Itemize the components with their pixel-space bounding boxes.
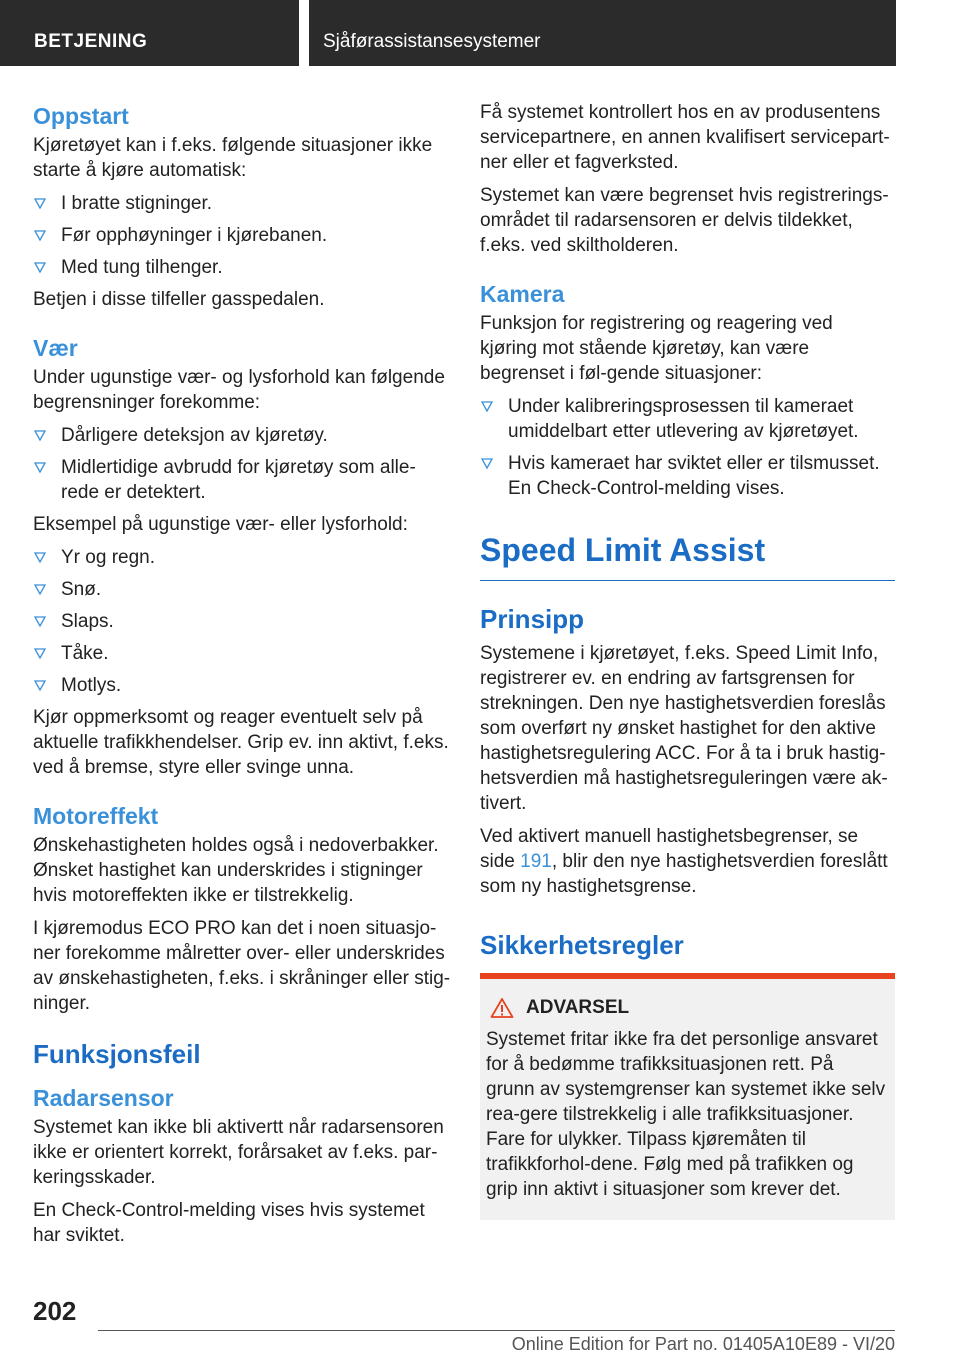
- kamera-list: [480, 394, 895, 501]
- section-label: BETJENING: [0, 0, 299, 66]
- radar-paragraph-3: Få systemet kontrollert hos en av produsentens servicepartnere, en annen kvalifisert servicepart-ner eller et fagverksted.: [480, 102, 890, 173]
- page-header: [0, 0, 960, 66]
- heading-radarsensor: Radarsensor: [33, 1085, 174, 1111]
- chapter-title: Speed Limit Assist: [480, 528, 895, 581]
- kamera-intro: Funksjon for registrering og reagering ved kjøring mot stående kjøretøy, kan være begrenset i føl-gende situasjoner:: [480, 313, 833, 384]
- triangle-bullet-icon: [33, 460, 47, 474]
- triangle-bullet-icon: [33, 614, 47, 628]
- radar-paragraph-1: Systemet kan ikke bli aktivertt når radarsensoren ikke er orientert korrekt, forårsaket av f.eks. par-keringsskader.: [33, 1117, 444, 1188]
- vaer-example: Eksempel på ugunstige vær- eller lysforhold:: [33, 514, 408, 535]
- vaer-list: [33, 423, 451, 505]
- heading-funksjonsfeil: Funksjonsfeil: [33, 1039, 201, 1069]
- page-reference-link[interactable]: 191: [520, 851, 552, 872]
- triangle-bullet-icon: [33, 646, 47, 660]
- triangle-bullet-icon: [480, 399, 494, 413]
- triangle-bullet-icon: [33, 260, 47, 274]
- vaer-outro: Kjør oppmerksomt og reager eventuelt selv på aktuelle trafikkhendelser. Grip ev. inn aktivt, f.eks. ved å bremse, styre eller svinge unna.: [33, 707, 449, 778]
- right-column: [480, 100, 895, 1220]
- oppstart-intro: Kjøretøyet kan i f.eks. følgende situasjoner ikke starte å kjøre automatisk:: [33, 135, 433, 181]
- list-item: Snø.: [33, 577, 451, 602]
- chapter-label: Sjåførassistansesystemer: [309, 0, 896, 66]
- triangle-bullet-icon: [33, 678, 47, 692]
- heading-oppstart: Oppstart: [33, 103, 129, 129]
- list-item: Yr og regn.: [33, 545, 451, 570]
- prinsipp-paragraph-1: Systemene i kjøretøyet, f.eks. Speed Limit Info, registrerer ev. en endring av fartsgrensen for strekningen. Den nye hastighetsverdien foreslås som overført ny ønsket hastighet for den aktive hastighetsregulering ACC. For å ta i bruk hastig-hetsverdien må hastighetsreguleringen være ak-tivert.: [480, 643, 888, 814]
- heading-vaer: Vær: [33, 335, 78, 361]
- radar-paragraph-4: Systemet kan være begrenset hvis registrerings-området til radarsensoren er delvis tildekket, f.eks. ved skiltholderen.: [480, 185, 889, 256]
- heading-kamera: Kamera: [480, 281, 565, 307]
- oppstart-list: [33, 191, 451, 280]
- list-item: Midlertidige avbrudd for kjøretøy som alle-rede er detektert.: [33, 455, 451, 505]
- warning-box: [480, 973, 895, 1220]
- triangle-bullet-icon: [33, 428, 47, 442]
- list-item: Tåke.: [33, 641, 451, 666]
- heading-sikkerhetsregler: Sikkerhetsregler: [480, 930, 684, 960]
- triangle-bullet-icon: [33, 228, 47, 242]
- edition-text: Online Edition for Part no. 01405A10E89 - VI/20: [511, 1334, 895, 1354]
- triangle-bullet-icon: [33, 196, 47, 210]
- vaer-example-list: [33, 545, 451, 698]
- heading-motoreffekt: Motoreffekt: [33, 803, 159, 829]
- triangle-bullet-icon: [33, 550, 47, 564]
- left-column: [33, 100, 451, 1256]
- list-item: Under kalibreringsprosessen til kameraet umiddelbart etter utlevering av kjøretøyet.: [480, 394, 895, 444]
- list-item: I bratte stigninger.: [33, 191, 451, 216]
- list-item: Motlys.: [33, 673, 451, 698]
- warning-title: ADVARSEL: [526, 997, 630, 1018]
- oppstart-outro: Betjen i disse tilfeller gasspedalen.: [33, 289, 325, 310]
- list-item: Med tung tilhenger.: [33, 255, 451, 280]
- list-item: Hvis kameraet har sviktet eller er tilsmusset. En Check-Control-melding vises.: [480, 451, 895, 501]
- warning-header: [486, 997, 887, 1019]
- warning-text: Systemet fritar ikke fra det personlige ansvaret for å bedømme trafikksituasjonen rett. På grunn av systemgrenser kan systemet ikke selv rea-gere tilstrekkelig i alle trafikksituasjoner. Fare for ulykker. Tilpass kjøremåten til trafikkforhol-dene. Følg med på trafikken og grip inn aktivt i situasjoner som krever det.: [486, 1029, 886, 1200]
- list-item: Dårligere deteksjon av kjøretøy.: [33, 423, 451, 448]
- vaer-intro: Under ugunstige vær- og lysforhold kan følgende begrensninger forekomme:: [33, 367, 445, 413]
- list-item: Før opphøyninger i kjørebanen.: [33, 223, 451, 248]
- page-footer: [0, 1290, 960, 1362]
- heading-prinsipp: Prinsipp: [480, 604, 585, 634]
- prinsipp-paragraph-2: Ved aktivert manuell hastighetsbegrenser, se side 191, blir den nye hastighetsverdien foreslått som ny hastighetsgrense.: [480, 826, 888, 897]
- radar-paragraph-2: En Check-Control-melding vises hvis systemet har sviktet.: [33, 1200, 425, 1246]
- list-item: Slaps.: [33, 609, 451, 634]
- footer-divider: [98, 1330, 895, 1331]
- warning-triangle-icon: [490, 997, 514, 1019]
- page-number: 202: [33, 1296, 77, 1326]
- motor-paragraph-1: Ønskehastigheten holdes også i nedoverbakker. Ønsket hastighet kan underskrides i stigninger hvis motoreffekten ikke er tilstrekkelig.: [33, 835, 439, 906]
- triangle-bullet-icon: [480, 456, 494, 470]
- triangle-bullet-icon: [33, 582, 47, 596]
- motor-paragraph-2: I kjøremodus ECO PRO kan det i noen situasjo-ner forekomme målretter over- eller underskrides av ønskehastigheten, f.eks. i skråninger eller stig-ninger.: [33, 918, 451, 1014]
